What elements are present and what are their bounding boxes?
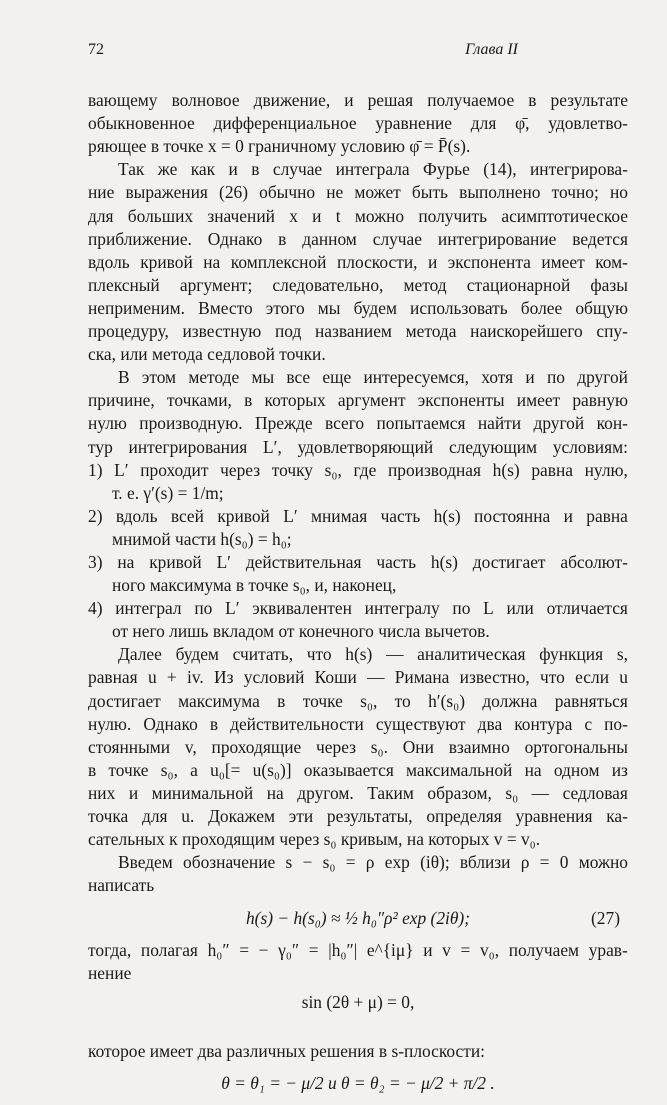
text-line: приближение. Однако в данном случае интегрирование ведется: [88, 228, 628, 249]
text-line: ние выражения (26) обычно не может быть выполнено точно; но: [88, 182, 628, 203]
text-line: точка для u. Докажем эти результаты, определяя уравнения ка-: [88, 806, 628, 826]
equation-sin: [88, 986, 628, 1020]
equation-number: (27): [591, 907, 620, 928]
text-line: ска, или метода седловой точки.: [88, 344, 326, 365]
text-line: вдоль кривой на комплексной плоскости, и экспонента имеет ком-: [88, 251, 628, 272]
book-page: [88, 38, 628, 1105]
list-item-continuation: т. е. γ′(s) = 1/m;: [112, 482, 224, 503]
text-line: нулю. Однако в действительности существуют два контура с по-: [88, 713, 628, 734]
list-item: 4) интеграл по L′ эквивалентен интегралу по L или отличается: [88, 598, 628, 619]
text-line: достигает максимума в точке s₀, то h′(s₀) должна равняться: [88, 690, 628, 711]
text-line: в точке s₀, а u₀[= u(s₀)] оказывается максимальной на одном из: [88, 759, 628, 780]
equation-27: [88, 897, 628, 939]
text-line: них и минимальной на другом. Таким образом, s₀ — седловая: [88, 782, 628, 803]
text-line: нулю производную. Прежде всего попытаемся найти другой кон-: [88, 413, 628, 434]
text-line: неприменим. Вместо этого мы будем использовать более общую: [88, 297, 628, 318]
text-line: ряющее в точке x = 0 граничному условию φ̄ = P̄(s).: [88, 136, 471, 157]
equation-27-body: h(s) − h(s₀) ≈ ½ h₀″ρ² exp (2iθ);: [245, 907, 470, 928]
list-item: 2) вдоль всей кривой L′ мнимая часть h(s) постоянна и равна: [88, 505, 628, 526]
chapter-title: Глава II: [465, 41, 518, 58]
text-line: Так же как и в случае интеграла Фурье (14), интегрирова-: [118, 159, 628, 180]
list-item-continuation: мнимой части h(s₀) = h₀;: [112, 528, 292, 549]
page-number: 72: [88, 41, 104, 58]
text-line: процедуру, известную под названием метода наискорейшего спу-: [88, 321, 628, 342]
equation-sin-body: sin (2θ + μ) = 0,: [301, 992, 415, 1013]
text-line: тогда, полагая h₀″ = − γ₀″ = |h₀″| e^{iμ} и v = v₀, получаем урав-: [88, 940, 628, 961]
list-item: 1) L′ проходит через точку s₀, где производная h(s) равна нулю,: [88, 459, 628, 480]
text-line: стоянными v, проходящие через s₀. Они взаимно ортогональны: [88, 736, 628, 757]
text-line: обыкновенное дифференциальное уравнение для φ̄, удовлетво-: [88, 113, 628, 134]
text-line: плексный аргумент; следовательно, метод стационарной фазы: [88, 274, 628, 295]
text-line: причине, точками, в которых аргумент экспоненты имеет равную: [88, 390, 628, 411]
list-item-continuation: ного максимума в точке s₀, и, наконец,: [112, 575, 397, 596]
text-line: которое имеет два различных решения в s-плоскости:: [88, 1040, 485, 1061]
text-line: сательных к проходящим через s₀ кривым, на которых v = v₀.: [88, 829, 541, 850]
list-item: 3) на кривой L′ действительная часть h(s) достигает абсолют-: [88, 551, 628, 572]
list-item-continuation: от него лишь вкладом от конечного числа вычетов.: [112, 621, 490, 642]
text-line: написать: [88, 875, 155, 896]
text-line: для больших значений x и t можно получить асимптотическое: [88, 205, 628, 226]
text-line: Далее будем считать, что h(s) — аналитическая функция s,: [118, 644, 628, 665]
text-line: В этом методе мы все еще интересуемся, хотя и по другой: [118, 367, 628, 388]
text-line: равная u + iv. Из условий Коши — Римана известно, что если u: [88, 667, 628, 688]
text-line: вающему волновое движение, и решая получаемое в результате: [88, 90, 628, 111]
text-line: Введем обозначение s − s₀ = ρ exp (iθ); вблизи ρ = 0 можно: [118, 852, 628, 873]
text-line: тур интегрирования L′, удовлетворяющий следующим условиям:: [88, 436, 628, 457]
equation-theta-body: θ = θ₁ = − μ/2 и θ = θ₂ = − μ/2 + π/2 .: [221, 1073, 495, 1094]
page-header: [88, 38, 628, 61]
text-line: нение: [88, 963, 132, 984]
equation-theta: [88, 1063, 628, 1105]
